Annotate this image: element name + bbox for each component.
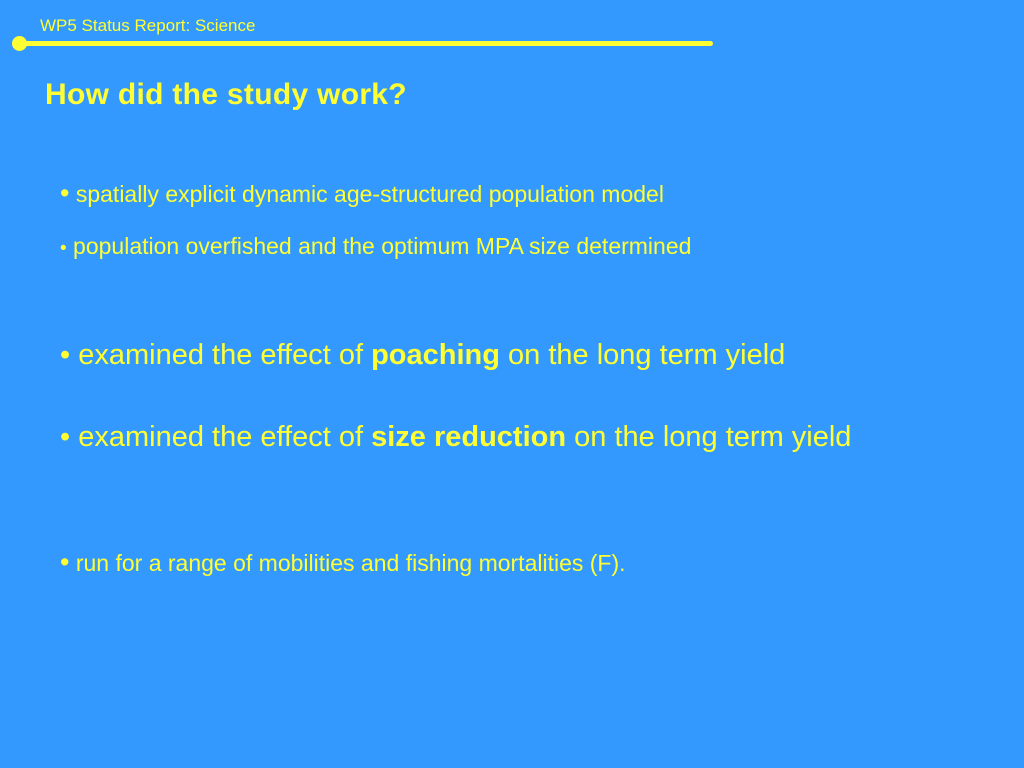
bullet-marker: • <box>60 339 71 371</box>
header-title: WP5 Status Report: Science <box>40 16 256 35</box>
bullet-item <box>60 231 691 264</box>
bullet-emphasis: poaching <box>371 339 500 371</box>
bullet-marker: • <box>60 178 70 208</box>
bullet-item <box>60 336 785 374</box>
bullet-item <box>60 418 851 456</box>
bullet-text: run for a range of mobilities and fishing mortalities (F). <box>75 550 626 576</box>
bullet-text-tail: on the long term yield <box>499 339 786 371</box>
bullet-marker: • <box>60 238 67 259</box>
slide-title: How did the study work? <box>45 78 407 111</box>
header-rule-line <box>18 41 713 46</box>
bullet-text-lead: examined the effect of <box>78 421 372 453</box>
bullet-marker: • <box>60 547 70 577</box>
bullet-text-lead: examined the effect of <box>78 339 372 371</box>
bullet-marker: • <box>60 421 71 453</box>
bullet-item <box>60 545 626 580</box>
bullet-item <box>60 176 664 211</box>
bullet-text-tail: on the long term yield <box>566 421 852 453</box>
bullet-emphasis: size reduction <box>371 421 567 453</box>
bullet-text: population overfished and the optimum MPA size determined <box>73 233 692 259</box>
bullet-text: spatially explicit dynamic age-structured population model <box>75 181 664 207</box>
